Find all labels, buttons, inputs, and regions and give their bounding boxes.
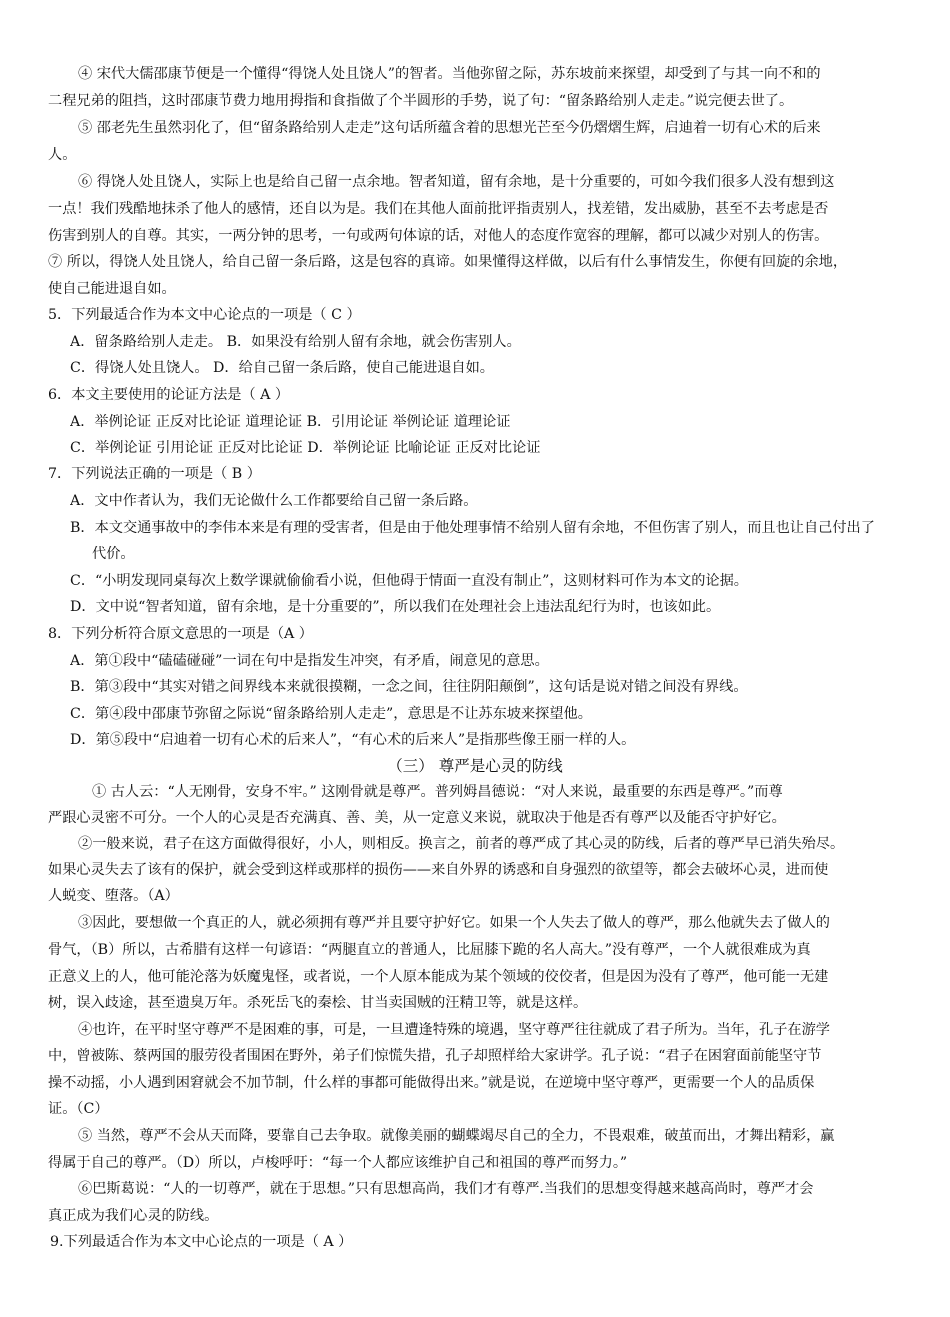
p2-para6-line3: 伤害到别人的自尊。其实，一两分钟的思考，一句或两句体谅的话，对他人的态度作宽容的理解，都可以减少对别人的伤害。 [48,228,829,244]
q8-option-c: C．第④段中邵康节弥留之际说“留条路给别人走走”，意思是不让苏东坡来探望他。 [70,706,592,722]
q8-option-b: B．第③段中“其实对错之间界线本来就很摸糊，一念之间，往往阴阳颠倒”，这句话是说对错之间没有界线。 [70,679,748,695]
p3-para2-line1: ②一般来说，君子在这方面做得很好，小人，则相反。换言之，前者的尊严成了其心灵的防线，后者的尊严早已消失殆尽。 [78,836,845,852]
q8-option-a: A．第①段中“磕磕碰碰”一词在句中是指发生冲突，有矛盾，闹意见的意思。 [70,653,549,669]
q7-option-a: A．文中作者认为，我们无论做什么工作都要给自己留一条后路。 [70,493,478,509]
q5-options-ab: A．留条路给别人走走。 B．如果没有给别人留有余地，就会伤害别人。 [70,334,521,350]
p2-para7-line2: 使自己能进退自如。 [48,281,176,297]
q6-options-cd: C．举例论证 引用论证 正反对比论证 D．举例论证 比喻论证 正反对比论证 [70,440,541,456]
p2-para4-line1: ④ 宋代大儒邵康节便是一个懂得“得饶人处且饶人”的智者。当他弥留之际，苏东坡前来探望，却受到了与其一向不和的 [78,66,821,82]
passage3-title: （三） 尊严是心灵的防线 [387,757,563,775]
q7-option-c: C．“小明发现同桌每次上数学课就偷偷看小说，但他碍于情面一直没有制止”，这则材料可作为本文的论据。 [70,573,748,589]
q5-stem: 5．下列最适合作为本文中心论点的一项是（ C ） [48,307,361,323]
p3-para3-line4: 树，误入歧途，甚至遗臭万年。杀死岳飞的秦桧、甘当卖国贼的汪精卫等，就是这样。 [48,995,588,1011]
p3-para3-line3: 正意义上的人，他可能沦落为妖魔鬼怪，或者说，一个人原本能成为某个领域的佼佼者，但是因为没有了尊严，他可能一无建 [48,969,829,985]
p3-para3-line2: 骨气，（B）所以，古希腊有这样一句谚语：“两腿直立的普通人，比屈膝下跪的名人高大。”没有尊严，一个人就很难成为真 [48,942,811,958]
p2-para6-line2: 一点！我们残酷地抹杀了他人的感情，还自以为是。我们在其他人面前批评指责别人，找差错，发出威胁，甚至不去考虑是否 [48,201,829,217]
p2-para4-line2: 二程兄弟的阻挡，这时邵康节费力地用拇指和食指做了个半圆形的手势，说了句：“留条路给别人走走。”说完便去世了。 [48,93,794,109]
p3-para2-line3: 人蜕变、堕落。（A） [48,888,179,904]
p2-para7-line1: ⑦ 所以，得饶人处且饶人，给自己留一条后路，这是包容的真谛。如果懂得这样做，以后有什么事情发生，你便有回旋的余地， [48,254,848,270]
p3-para6-line2: 真正成为我们心灵的防线。 [48,1208,219,1224]
q7-option-d: D．文中说“智者知道，留有余地，是十分重要的”，所以我们在处理社会上违法乱纪行为时，也该如此。 [70,599,721,615]
q7-stem: 7．下列说法正确的一项是（ B ） [48,466,261,482]
q8-stem: 8．下列分析符合原文意思的一项是（A ） [48,626,313,642]
q7-option-b-line1: B．本文交通事故中的李伟本来是有理的受害者，但是由于他处理事情不给别人留有余地，不但伤害了别人，而且也让自己付出了 [70,520,875,536]
q5-options-cd: C．得饶人处且饶人。 D．给自己留一条后路，使自己能进退自如。 [70,360,494,376]
q8-option-d: D．第⑤段中“启迪着一切有心术的后来人”，“有心术的后来人”是指那些像王丽一样的人。 [70,732,636,748]
p2-para5-line1: ⑤ 邵老先生虽然羽化了，但“留条路给别人走走”这句话所蕴含着的思想光芒至今仍熠熠生辉，启迪着一切有心术的后来 [78,120,821,136]
p3-para4-line4: 证。（C） [48,1101,109,1117]
p3-para1-line1: ① 古人云：“人无刚骨，安身不牢。” 这刚骨就是尊严。普列姆昌德说：“对人来说，最重要的东西是尊严。”而尊 [92,784,783,800]
p3-para5-line1: ⑤ 当然，尊严不会从天而降，要靠自己去争取。就像美丽的蝴蝶竭尽自己的全力，不畏艰难，破茧而出，才舞出精彩，赢 [78,1128,835,1144]
p3-para4-line1: ④也许，在平时坚守尊严不是困难的事，可是，一旦遭逢特殊的境遇，坚守尊严往往就成了君子所为。当年，孔子在游学 [78,1022,830,1038]
p2-para5-line2: 人。 [48,147,77,163]
p3-para6-line1: ⑥巴斯葛说：“人的一切尊严，就在于思想。”只有思想高尚，我们才有尊严.当我们的思想变得越来越高尚时，尊严才会 [78,1181,814,1197]
p3-para2-line2: 如果心灵失去了该有的保护，就会受到这样或那样的损伤——来自外界的诱惑和自身强烈的欲望等，都会去破坏心灵，进而使 [48,862,829,878]
q6-stem: 6．本文主要使用的论证方法是（ A ） [48,387,290,403]
q9-stem: 9.下列最适合作为本文中心论点的一项是（ A ） [50,1234,353,1250]
p3-para1-line2: 严跟心灵密不可分。一个人的心灵是否充满真、善、美，从一定意义来说，就取决于他是否有尊严以及能否守护好它。 [48,810,786,826]
p3-para3-line1: ③因此，要想做一个真正的人，就必须拥有尊严并且要守护好它。如果一个人失去了做人的尊严，那么他就失去了做人的 [78,915,830,931]
p3-para4-line3: 操不动摇，小人遇到困窘就会不加节制，什么样的事都可能做得出来。”就是说，在逆境中坚守尊严，更需要一个人的品质保 [48,1075,815,1091]
p3-para4-line2: 中，曾被陈、蔡两国的服劳役者围困在野外，弟子们惊慌失措，孔子却照样给大家讲学。孔子说：“君子在困窘面前能坚守节 [48,1048,822,1064]
p2-para6-line1: ⑥ 得饶人处且饶人，实际上也是给自己留一点余地。智者知道，留有余地，是十分重要的，可如今我们很多人没有想到这 [78,174,835,190]
p3-para5-line2: 得属于自己的尊严。（D）所以，卢梭呼吁：“每一个人都应该维护自己和祖国的尊严而努力。” [48,1155,628,1171]
q6-options-ab: A．举例论证 正反对比论证 道理论证 B．引用论证 举例论证 道理论证 [70,414,511,430]
q7-option-b-line2: 代价。 [92,546,135,562]
